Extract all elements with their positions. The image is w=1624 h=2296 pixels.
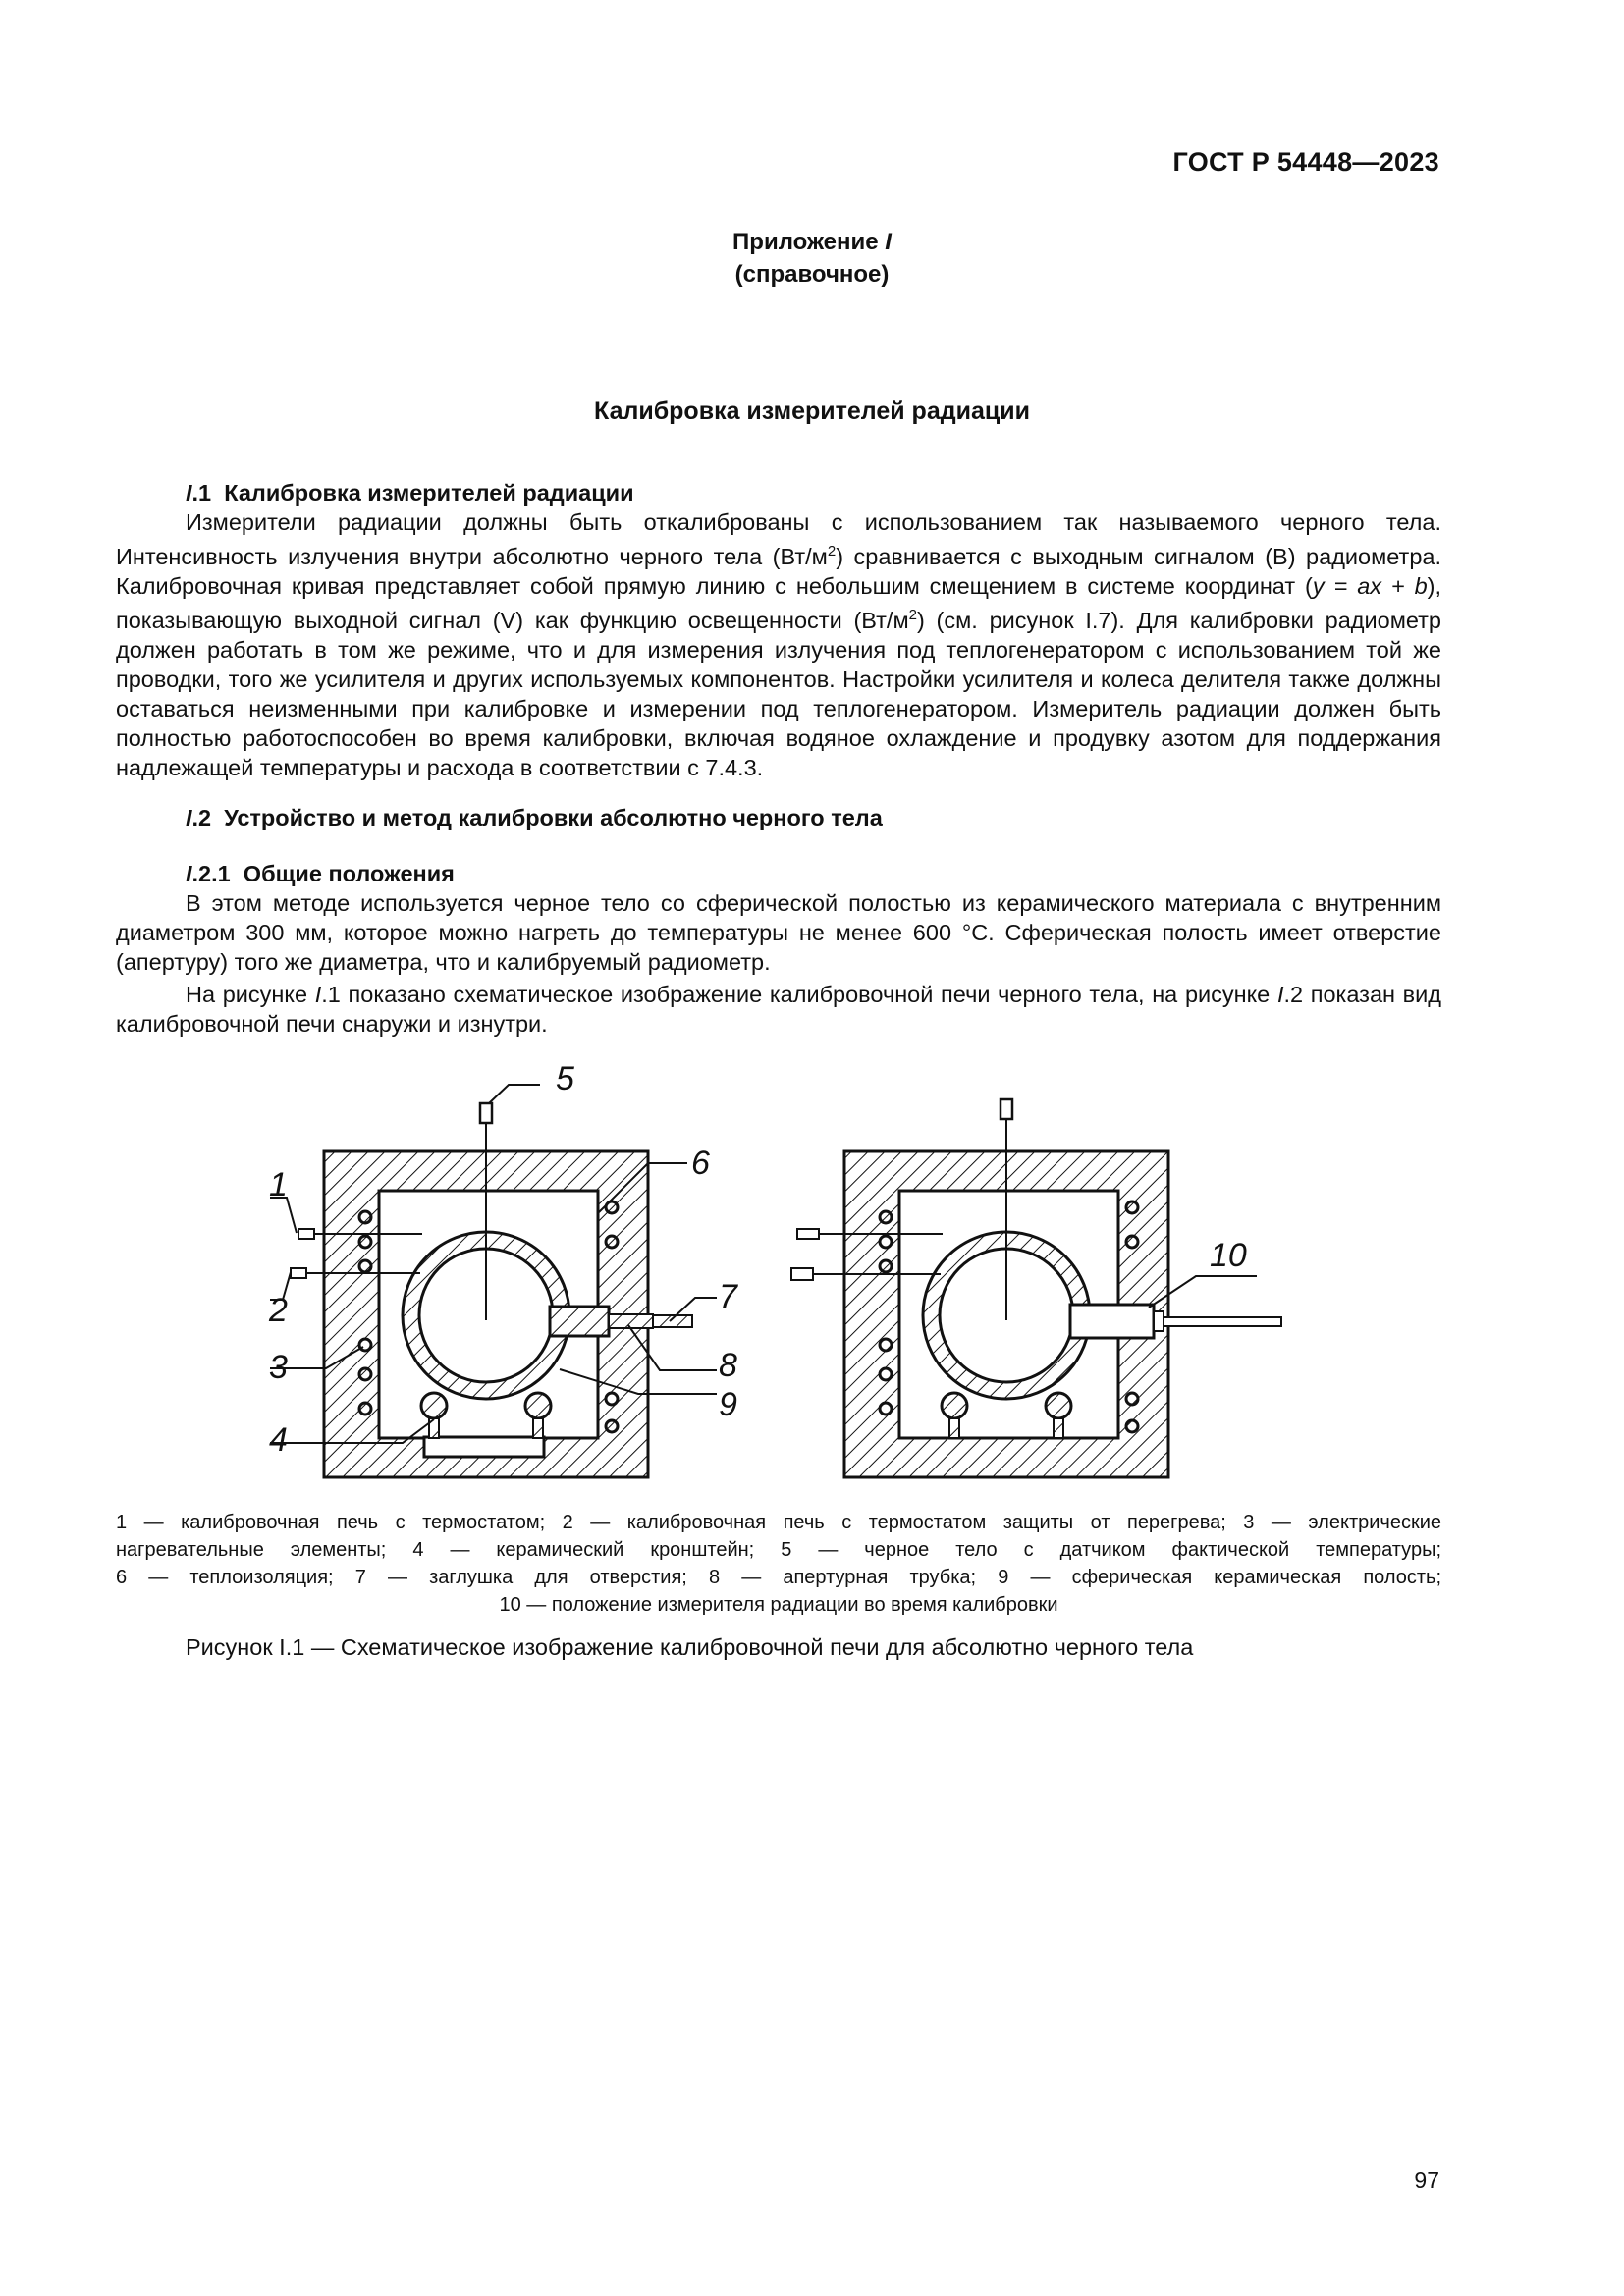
label-4: 4 — [269, 1421, 288, 1459]
label-9: 9 — [719, 1386, 737, 1423]
label-5: 5 — [556, 1060, 574, 1097]
appendix-word: Приложение — [732, 229, 879, 255]
label-1: 1 — [269, 1166, 288, 1203]
label-7: 7 — [719, 1278, 737, 1315]
legend-row: 1 — калибровочная печь с термостатом; 2 — калибровочная печь с термостатом защиты от перегрева; 3 — электрические — [116, 1512, 1441, 1533]
section-2 — [116, 803, 1441, 832]
legend-row: 10 — положение измерителя радиации во время калибровки — [499, 1594, 1058, 1616]
section-1-heading: I.1 Калибровка измерителей радиации — [186, 480, 634, 506]
section-2-1 — [116, 859, 1441, 1039]
section-1 — [116, 478, 1441, 782]
label-8: 8 — [719, 1347, 737, 1384]
appendix-label — [0, 226, 1624, 258]
section-2-1-paragraph-2: На рисунке I.1 показано схематическое изображение калибровочной печи черного тела, на рисунке I.2 показан вид калибровочной печи снаружи и изнутри. — [116, 982, 1442, 1037]
furnace-left — [291, 1103, 692, 1477]
standard-number: ГОСТ Р 54448—2023 — [1172, 147, 1439, 177]
section-1-paragraph: Измерители радиации должны быть откалиброваны с использованием так называемого черного тела. Интенсивность излучения внутри абсолютно черного тела $(Вт/м^2)$ сравнивается с выходным сигналом (В) радиометра. Калибровочная кривая представляет собой прямую линию с небольшим смещением в системе координат (y = ax + b), показывающую выходной сигнал (V) как функцию освещенности $(Вт/м^2)$ (см. рисунок I.7). Для калибровки радиометр должен работать в том же режиме, что и для измерения излучения под теплогенератором с использованием той же проводки, того же усилителя и других используемых компонентов. Настройки усилителя и колеса делителя также должны оставаться неизменными при калибровке и измерении под теплогенератором. Измеритель радиации должен быть полностью работоспособен во время калибровки, включая водяное охлаждение и продувку азотом для поддержания надлежащей температуры и расхода в соответствии с 7.4.3. — [116, 509, 1442, 780]
furnace-schematic-figure — [226, 1060, 1335, 1492]
label-2: 2 — [269, 1292, 288, 1329]
section-2-heading: I.2 Устройство и метод калибровки абсолютно черного тела — [186, 805, 883, 830]
appendix-type: (справочное) — [734, 261, 890, 288]
label-10: 10 — [1210, 1237, 1247, 1274]
page-title: Калибровка измерителей радиации — [594, 398, 1030, 425]
section-2-1-heading: I.2.1 Общие положения — [186, 861, 455, 886]
legend-row: 6 — теплоизоляция; 7 — заглушка для отверстия; 8 — апертурная трубка; 9 — сферическая керамическая полость; — [116, 1567, 1441, 1588]
appendix-letter: I — [885, 229, 892, 255]
furnace-right — [791, 1099, 1281, 1477]
page-number: 97 — [1414, 2167, 1439, 2193]
figure-caption: Рисунок I.1 — Схематическое изображение калибровочной печи для абсолютно черного тела — [186, 1634, 1194, 1660]
label-3: 3 — [269, 1349, 288, 1386]
label-6: 6 — [691, 1145, 710, 1182]
section-2-1-paragraph-1: В этом методе используется черное тело со сферической полостью из керамического материала с внутренним диаметром 300 мм, которое можно нагреть до температуры не менее 600 °С. Сферическая полость имеет отверстие (апертуру) того же диаметра, что и калибруемый радиометр. — [116, 890, 1441, 975]
figure-legend — [116, 1509, 1441, 1619]
legend-row: нагревательные элементы; 4 — керамический кронштейн; 5 — черное тело с датчиком фактической температуры; — [116, 1539, 1441, 1561]
